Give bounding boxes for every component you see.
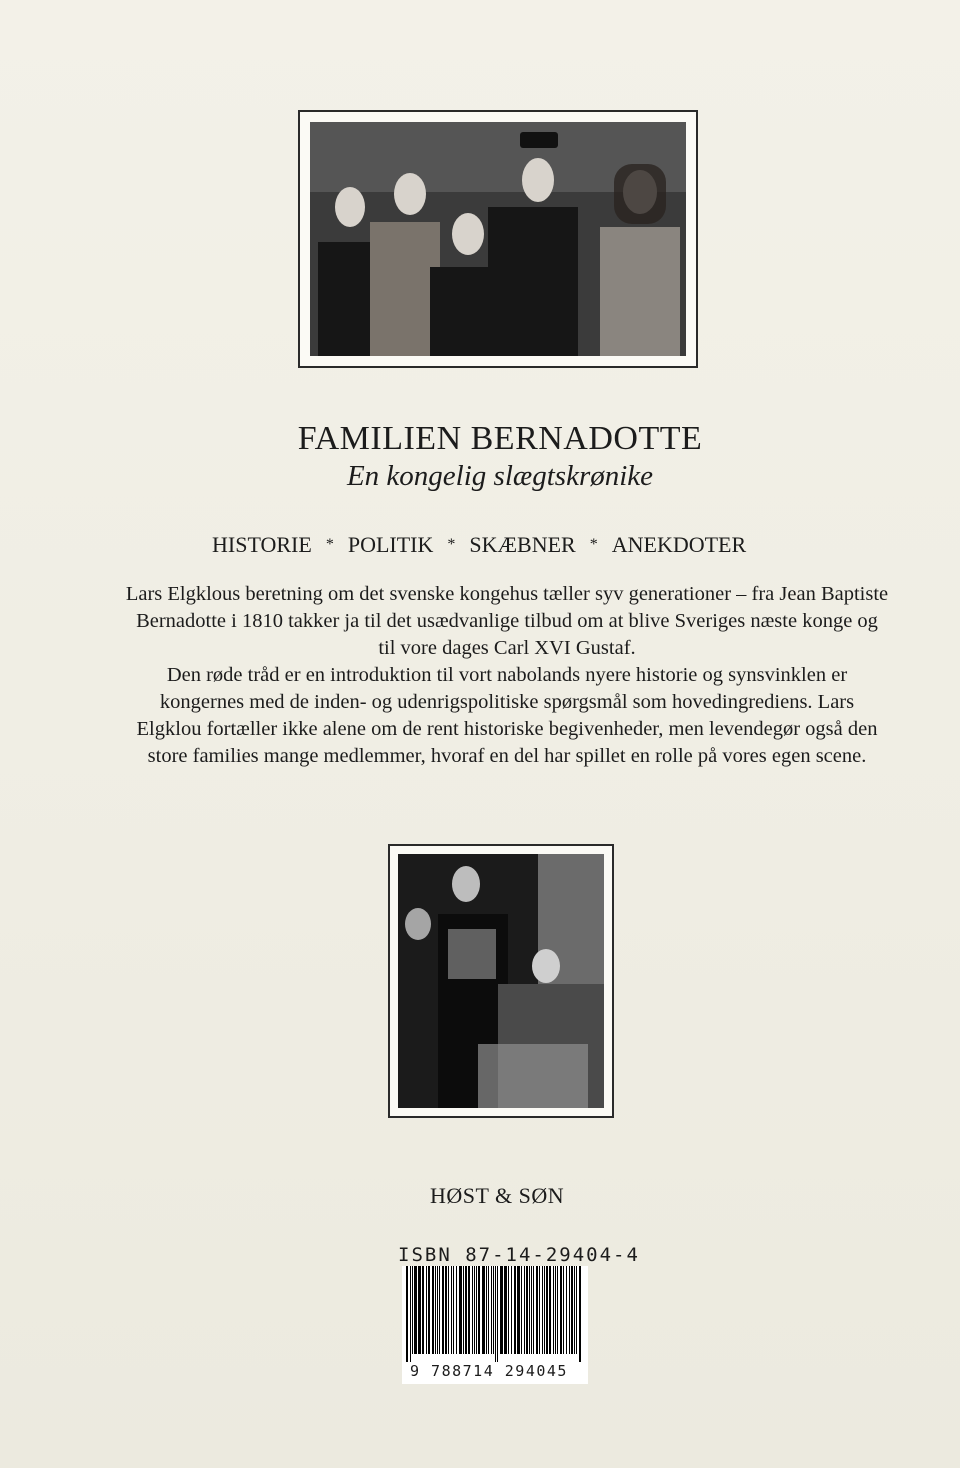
barcode-bar bbox=[495, 1266, 496, 1362]
christening-photo bbox=[398, 854, 604, 1108]
blurb-line: kongernes med de inden- og udenrigspolitiske spørgsmål som hovedingrediens. Lars bbox=[159, 691, 855, 713]
barcode-bar bbox=[437, 1266, 438, 1354]
barcode-bar bbox=[521, 1266, 522, 1354]
blurb-line: store families mange medlemmer, hvoraf en del har spillet en rolle på vores egen scene. bbox=[147, 745, 867, 767]
barcode-bar bbox=[488, 1266, 489, 1354]
blurb-paragraph-2 bbox=[112, 662, 902, 770]
barcode-bar bbox=[414, 1266, 417, 1354]
barcode-bar bbox=[500, 1266, 503, 1354]
barcode-bar bbox=[439, 1266, 440, 1354]
barcode-bar bbox=[459, 1266, 462, 1354]
barcode-bar bbox=[549, 1266, 551, 1354]
topics-line bbox=[212, 532, 812, 558]
barcode-bar bbox=[476, 1266, 477, 1354]
barcode-bar bbox=[451, 1266, 452, 1354]
barcode-bar bbox=[566, 1266, 567, 1354]
barcode-bar bbox=[553, 1266, 554, 1354]
blurb-line: til vore dages Carl XVI Gustaf. bbox=[378, 637, 636, 659]
barcode-bar bbox=[536, 1266, 538, 1354]
barcode-bars bbox=[402, 1266, 588, 1362]
blurb-line: Bernadotte i 1810 takker ja til det usædvanlige tilbud om at blive Sveriges næste konge og bbox=[136, 610, 878, 632]
barcode-bar bbox=[563, 1266, 564, 1354]
barcode-bar bbox=[511, 1266, 512, 1354]
barcode-bar bbox=[474, 1266, 475, 1354]
barcode-bar bbox=[526, 1266, 528, 1354]
barcode-bar bbox=[422, 1266, 424, 1354]
barcode-bar bbox=[508, 1266, 509, 1354]
christening-photo-frame bbox=[388, 844, 614, 1118]
barcode-bar bbox=[465, 1266, 467, 1354]
topic-separator: * bbox=[589, 536, 598, 553]
blurb-text bbox=[112, 581, 902, 770]
book-title: FAMILIEN BERNADOTTE bbox=[297, 420, 703, 457]
barcode-bar bbox=[472, 1266, 473, 1354]
barcode-bar bbox=[453, 1266, 454, 1354]
topic-separator: * bbox=[325, 536, 334, 553]
barcode-bar bbox=[442, 1266, 444, 1354]
blurb-line: Lars Elgklous beretning om det svenske kongehus tæller syv generationer – fra Jean Baptiste bbox=[125, 583, 889, 605]
barcode-bar bbox=[468, 1266, 470, 1354]
barcode-bar bbox=[542, 1266, 543, 1354]
barcode-bar bbox=[517, 1266, 520, 1354]
barcode-bar bbox=[463, 1266, 464, 1354]
barcode-bar bbox=[557, 1266, 558, 1354]
barcode-bar bbox=[456, 1266, 457, 1354]
barcode-bar bbox=[560, 1266, 562, 1354]
barcode-bar bbox=[514, 1266, 516, 1354]
barcode-bar bbox=[482, 1266, 485, 1354]
barcode-bar bbox=[410, 1266, 411, 1362]
barcode-bar bbox=[435, 1266, 436, 1354]
barcode-bar bbox=[529, 1266, 530, 1354]
barcode-bar bbox=[546, 1266, 548, 1354]
barcode-bar bbox=[524, 1266, 525, 1354]
blurb-line: Elgklou fortæller ikke alene om de rent historiske begivenheder, men levendegør også den bbox=[136, 718, 878, 740]
barcode-bar bbox=[497, 1266, 498, 1362]
blurb-paragraph-1 bbox=[112, 581, 902, 662]
isbn-text: ISBN 87-14-29404-4 bbox=[398, 1244, 640, 1266]
barcode-bar bbox=[493, 1266, 494, 1354]
barcode-bar bbox=[571, 1266, 573, 1354]
topic-separator: * bbox=[447, 536, 456, 553]
publisher-name: HØST & SØN bbox=[430, 1183, 565, 1208]
book-subtitle: En kongelig slægtskrønike bbox=[346, 460, 654, 492]
barcode-bar bbox=[428, 1266, 430, 1354]
barcode-bar bbox=[574, 1266, 575, 1354]
barcode-bar bbox=[576, 1266, 577, 1354]
barcode-bar bbox=[531, 1266, 532, 1354]
barcode-bar bbox=[478, 1266, 480, 1354]
barcode-bar bbox=[555, 1266, 556, 1354]
topic-politik: POLITIK bbox=[347, 532, 434, 557]
barcode-bar bbox=[579, 1266, 581, 1362]
topic-historie: HISTORIE bbox=[212, 532, 312, 557]
barcode-bar bbox=[533, 1266, 534, 1354]
barcode-bar bbox=[486, 1266, 487, 1354]
barcode-bar bbox=[412, 1266, 413, 1354]
barcode-digits: 9 788714 294045 bbox=[410, 1362, 568, 1380]
blurb-line: Den røde tråd er en introduktion til vort nabolands nyere historie og synsvinklen er bbox=[166, 664, 848, 686]
barcode-bar bbox=[432, 1266, 434, 1354]
barcode-bar bbox=[406, 1266, 408, 1362]
barcode-bar bbox=[445, 1266, 447, 1354]
barcode-bar bbox=[426, 1266, 427, 1354]
barcode-bar bbox=[491, 1266, 492, 1354]
barcode-bar bbox=[418, 1266, 421, 1354]
topic-anekdoter: ANEKDOTER bbox=[611, 532, 747, 557]
barcode-bar bbox=[539, 1266, 540, 1354]
barcode-bar bbox=[569, 1266, 570, 1354]
barcode-bar bbox=[544, 1266, 545, 1354]
barcode-bar bbox=[504, 1266, 507, 1354]
topic-skaebner: SKÆBNER bbox=[469, 532, 576, 557]
family-photo-frame bbox=[298, 110, 698, 368]
royal-family-photo bbox=[310, 122, 686, 356]
barcode-bar bbox=[448, 1266, 449, 1354]
